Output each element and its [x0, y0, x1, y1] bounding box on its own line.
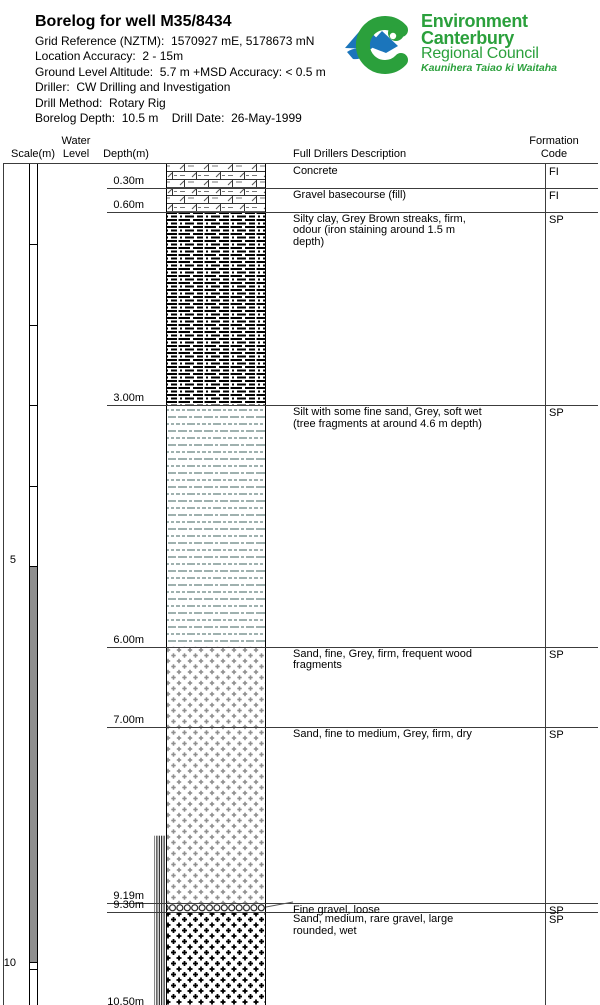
lithology-layer-sand_grey	[167, 647, 266, 728]
column-header-scale: Scale(m)	[10, 148, 55, 160]
layer-description: Silty clay, Grey Brown streaks, firm, odour (iron staining around 1.5 m depth)	[293, 212, 466, 248]
lithology-layer-sand_grey	[167, 727, 266, 903]
column-header-description: Full Drillers Description	[293, 148, 407, 160]
logo-tagline: Kaunihera Taiao ki Waitaha	[421, 62, 557, 74]
scale-tick	[30, 244, 37, 245]
logo-subtitle: Regional Council	[421, 45, 539, 62]
depth-label: 3.00m	[113, 392, 144, 404]
formation-code: FI	[549, 189, 559, 202]
formation-code: SP	[549, 914, 564, 927]
lithology-layer-sand_black	[167, 912, 266, 1005]
scale-tick	[30, 486, 37, 487]
scale-tick	[30, 405, 37, 406]
well-info-line: Drill Method: Rotary Rig	[35, 95, 166, 110]
column-header-formation-code: Formation Code	[529, 135, 579, 160]
formation-code: FI	[549, 165, 559, 178]
layer-description: Gravel basecourse (fill)	[293, 188, 407, 201]
depth-label: 6.00m	[113, 633, 144, 646]
left-border-line	[3, 163, 4, 1005]
scale-tick	[30, 325, 37, 326]
well-info-line: Ground Level Altitude: 5.7 m +MSD Accuracy: < 0.5 m	[35, 64, 326, 79]
well-info-block	[35, 34, 326, 126]
column-header-depth: Depth(m)	[103, 148, 149, 160]
layer-description: Concrete	[293, 164, 338, 177]
formation-code: SP	[549, 648, 564, 661]
scale-tick	[30, 969, 37, 970]
layer-description: Fine gravel, loose	[293, 904, 380, 917]
scale-label: 5	[9, 554, 16, 566]
lithology-layer-gravel	[167, 903, 266, 912]
well-info-line: Grid Reference (NZTM): 1570927 mE, 5178673 mN	[35, 34, 315, 48]
well-info-line: Borelog Depth: 10.5 m Drill Date: 26-May-1999	[35, 111, 302, 126]
well-info-line: Driller: CW Drilling and Investigation	[35, 80, 231, 95]
formation-code: SP	[549, 407, 564, 419]
well-info-line: Location Accuracy: 2 - 15m	[35, 49, 184, 64]
depth-label: 0.60m	[113, 198, 144, 211]
page-title: Borelog for well M35/8434	[35, 13, 232, 30]
depth-label: 9.19m	[113, 890, 144, 903]
lithology-layer-concrete	[167, 164, 266, 188]
layer-description: Sand, fine, Grey, firm, frequent wood fragments	[293, 647, 472, 671]
logo-name-line2: Canterbury	[421, 27, 515, 48]
water-level-bar	[30, 566, 37, 963]
gravel-leader-line	[266, 896, 294, 910]
ecan-logo-mark-icon	[344, 10, 422, 82]
well-casing	[155, 836, 167, 1005]
lithology-layer-clay	[167, 212, 266, 405]
table-top-line	[3, 163, 598, 164]
layer-description: Silt with some fine sand, Grey, soft wet (tree fragments at around 4.6 m depth)	[293, 406, 482, 430]
logo-name-line1: Environment	[421, 11, 528, 31]
ecan-logo	[344, 10, 600, 96]
formation-code: SP	[549, 729, 564, 741]
depth-label: 0.30m	[113, 174, 144, 187]
depth-label: 10.50m	[107, 995, 144, 1005]
layer-description: Sand, medium, rare gravel, large rounded, wet	[293, 913, 454, 937]
depth-label: 9.30m	[113, 899, 144, 912]
lithology-layer-silt	[167, 405, 266, 647]
formation-code-separator-line	[545, 163, 546, 1005]
logo-koru-tip-icon	[388, 25, 404, 41]
depth-scale-ruler	[29, 163, 38, 1005]
formation-code: SP	[549, 905, 564, 918]
column-header-water-level: Water Level	[61, 135, 91, 160]
formation-code: SP	[549, 213, 564, 226]
scale-label: 10	[3, 956, 16, 969]
depth-label: 7.00m	[113, 714, 144, 726]
lithology-column	[154, 163, 267, 1005]
layer-description: Sand, fine to medium, Grey, firm, dry	[293, 728, 472, 740]
lithology-layer-concrete	[167, 188, 266, 212]
